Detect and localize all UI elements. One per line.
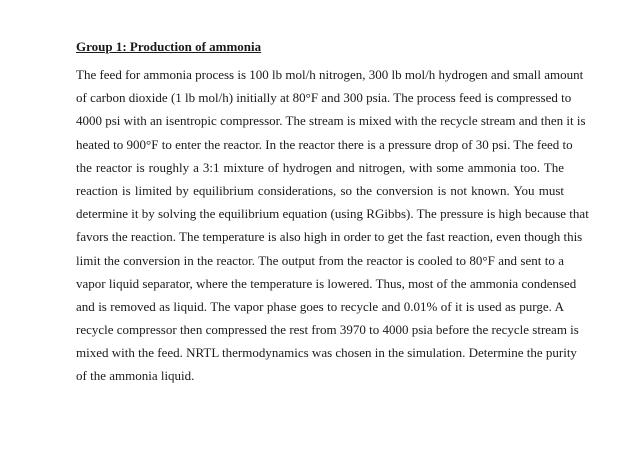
- paragraph-line: and is removed as liquid. The vapor phase goes to recycle and 0.01% of it is used as purge. A: [76, 298, 564, 314]
- paragraph-line: 4000 psi with an isentropic compressor. The stream is mixed with the recycle stream and then it is: [76, 113, 586, 129]
- paragraph-line: recycle compressor then compressed the rest from 3970 to 4000 psia before the recycle stream is: [76, 322, 579, 338]
- paragraph-line: limit the conversion in the reactor. The output from the reactor is cooled to 80°F and sent to a: [76, 252, 564, 268]
- paragraph-line: of carbon dioxide (1 lb mol/h) initially at 80°F and 300 psia. The process feed is compressed to: [76, 90, 572, 106]
- body-paragraph: [76, 63, 589, 388]
- paragraph-line: The feed for ammonia process is 100 lb mol/h nitrogen, 300 lb mol/h hydrogen and small amount: [76, 67, 584, 82]
- paragraph-line: favors the reaction. The temperature is also high in order to get the fast reaction, even though this: [76, 229, 583, 245]
- paragraph-line: determine it by solving the equilibrium equation (using RGibbs). The pressure is high because that: [76, 206, 589, 222]
- section-heading: Group 1: Production of ammonia: [76, 39, 262, 54]
- paragraph-line: reaction is limited by equilibrium considerations, so the conversion is not known. You must: [76, 182, 564, 198]
- paragraph-line: heated to 900°F to enter the reactor. In the reactor there is a pressure drop of 30 psi. The feed to: [76, 136, 573, 152]
- paragraph-line: the reactor is roughly a 3:1 mixture of hydrogen and nitrogen, with some ammonia too. The: [76, 159, 564, 175]
- paragraph-line: mixed with the feed. NRTL thermodynamics was chosen in the simulation. Determine the purity: [76, 345, 577, 361]
- paragraph-line: vapor liquid separator, where the temperature is lowered. Thus, most of the ammonia condensed: [76, 275, 577, 291]
- paragraph-line: of the ammonia liquid.: [76, 368, 195, 384]
